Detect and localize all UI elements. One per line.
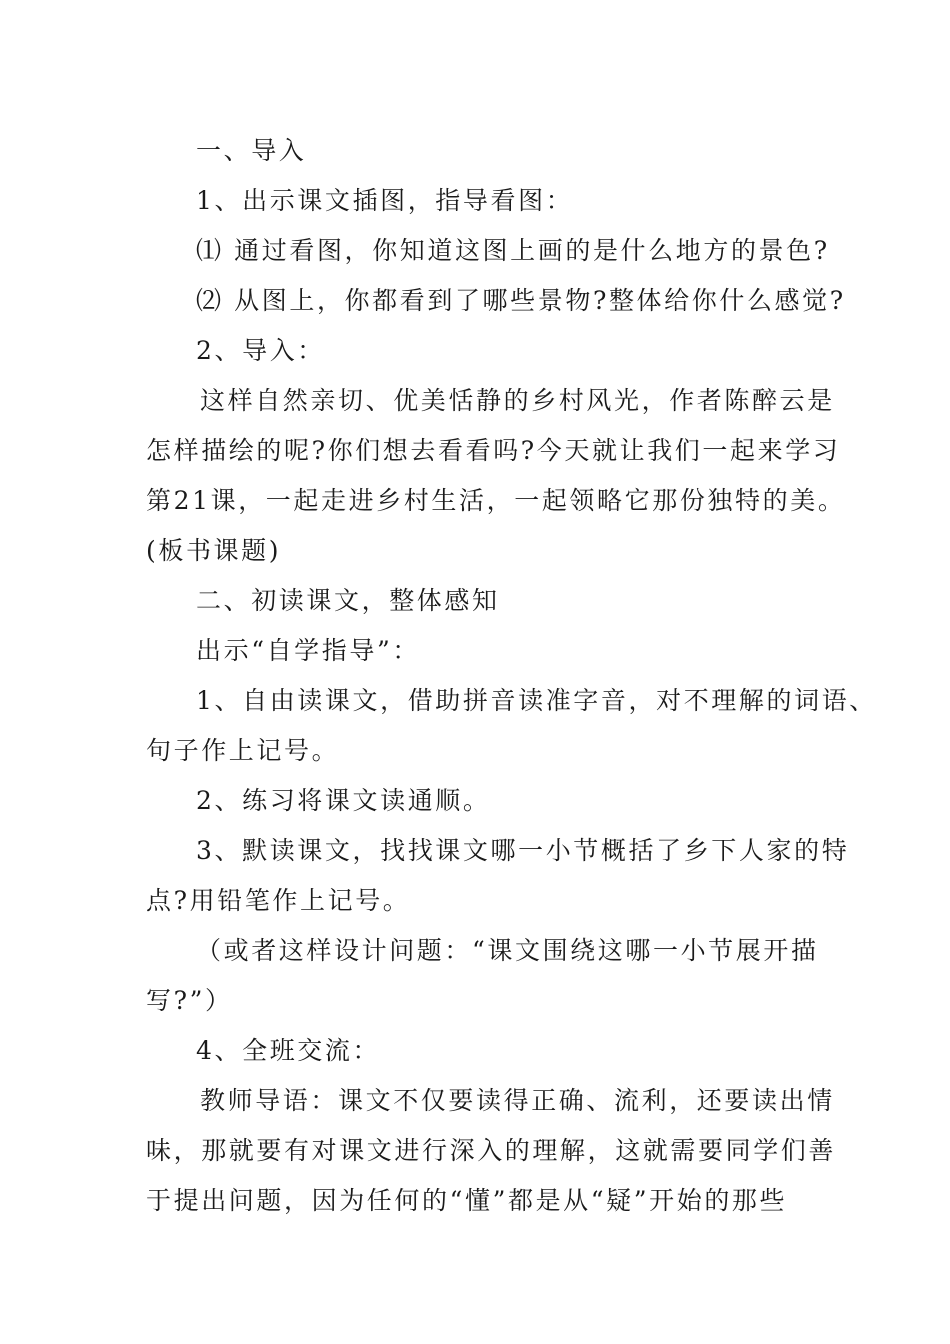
- paragraph-line: 2、练习将课文读通顺。: [196, 786, 491, 815]
- paragraph-line: 3、默读课文，找找课文哪一小节概括了乡下人家的特: [196, 836, 850, 865]
- paragraph-line: 写?”）: [146, 986, 233, 1015]
- heading-first-reading: 二、初读课文，整体感知: [196, 586, 500, 615]
- paragraph-line: 2、导入：: [196, 336, 325, 365]
- paragraph-line: 1、自由读课文，借助拼音读准字音，对不理解的词语、: [196, 686, 877, 715]
- paragraph-line: 怎样描绘的呢?你们想去看看吗?今天就让我们一起来学习: [146, 436, 841, 465]
- paragraph-line: 于提出问题，因为任何的“懂”都是从“疑”开始的那些: [146, 1186, 788, 1215]
- paragraph-line: (板书课题): [146, 536, 282, 565]
- paragraph-line: 1、出示课文插图，指导看图：: [196, 186, 574, 215]
- paragraph-line: 这样自然亲切、优美恬静的乡村风光，作者陈醉云是: [200, 386, 835, 415]
- paragraph-line: ⑴ 通过看图，你知道这图上画的是什么地方的景色?: [196, 236, 830, 265]
- paragraph-line: 教师导语：课文不仅要读得正确、流利，还要读出情: [200, 1086, 835, 1115]
- paragraph-line: 出示“自学指导”：: [196, 636, 420, 665]
- paragraph-line: 味，那就要有对课文进行深入的理解，这就需要同学们善: [146, 1136, 837, 1165]
- paragraph-line: （或者这样设计问题：“课文围绕这哪一小节展开描: [196, 936, 819, 965]
- paragraph-line: 第21课，一起走进乡村生活，一起领略它那份独特的美。: [146, 486, 846, 515]
- paragraph-line: 点?用铅笔作上记号。: [146, 886, 411, 915]
- paragraph-line: 句子作上记号。: [146, 736, 340, 765]
- paragraph-line: 4、全班交流：: [196, 1036, 381, 1065]
- heading-intro: 一、导入: [196, 136, 307, 165]
- paragraph-line: ⑵ 从图上，你都看到了哪些景物?整体给你什么感觉?: [196, 286, 846, 315]
